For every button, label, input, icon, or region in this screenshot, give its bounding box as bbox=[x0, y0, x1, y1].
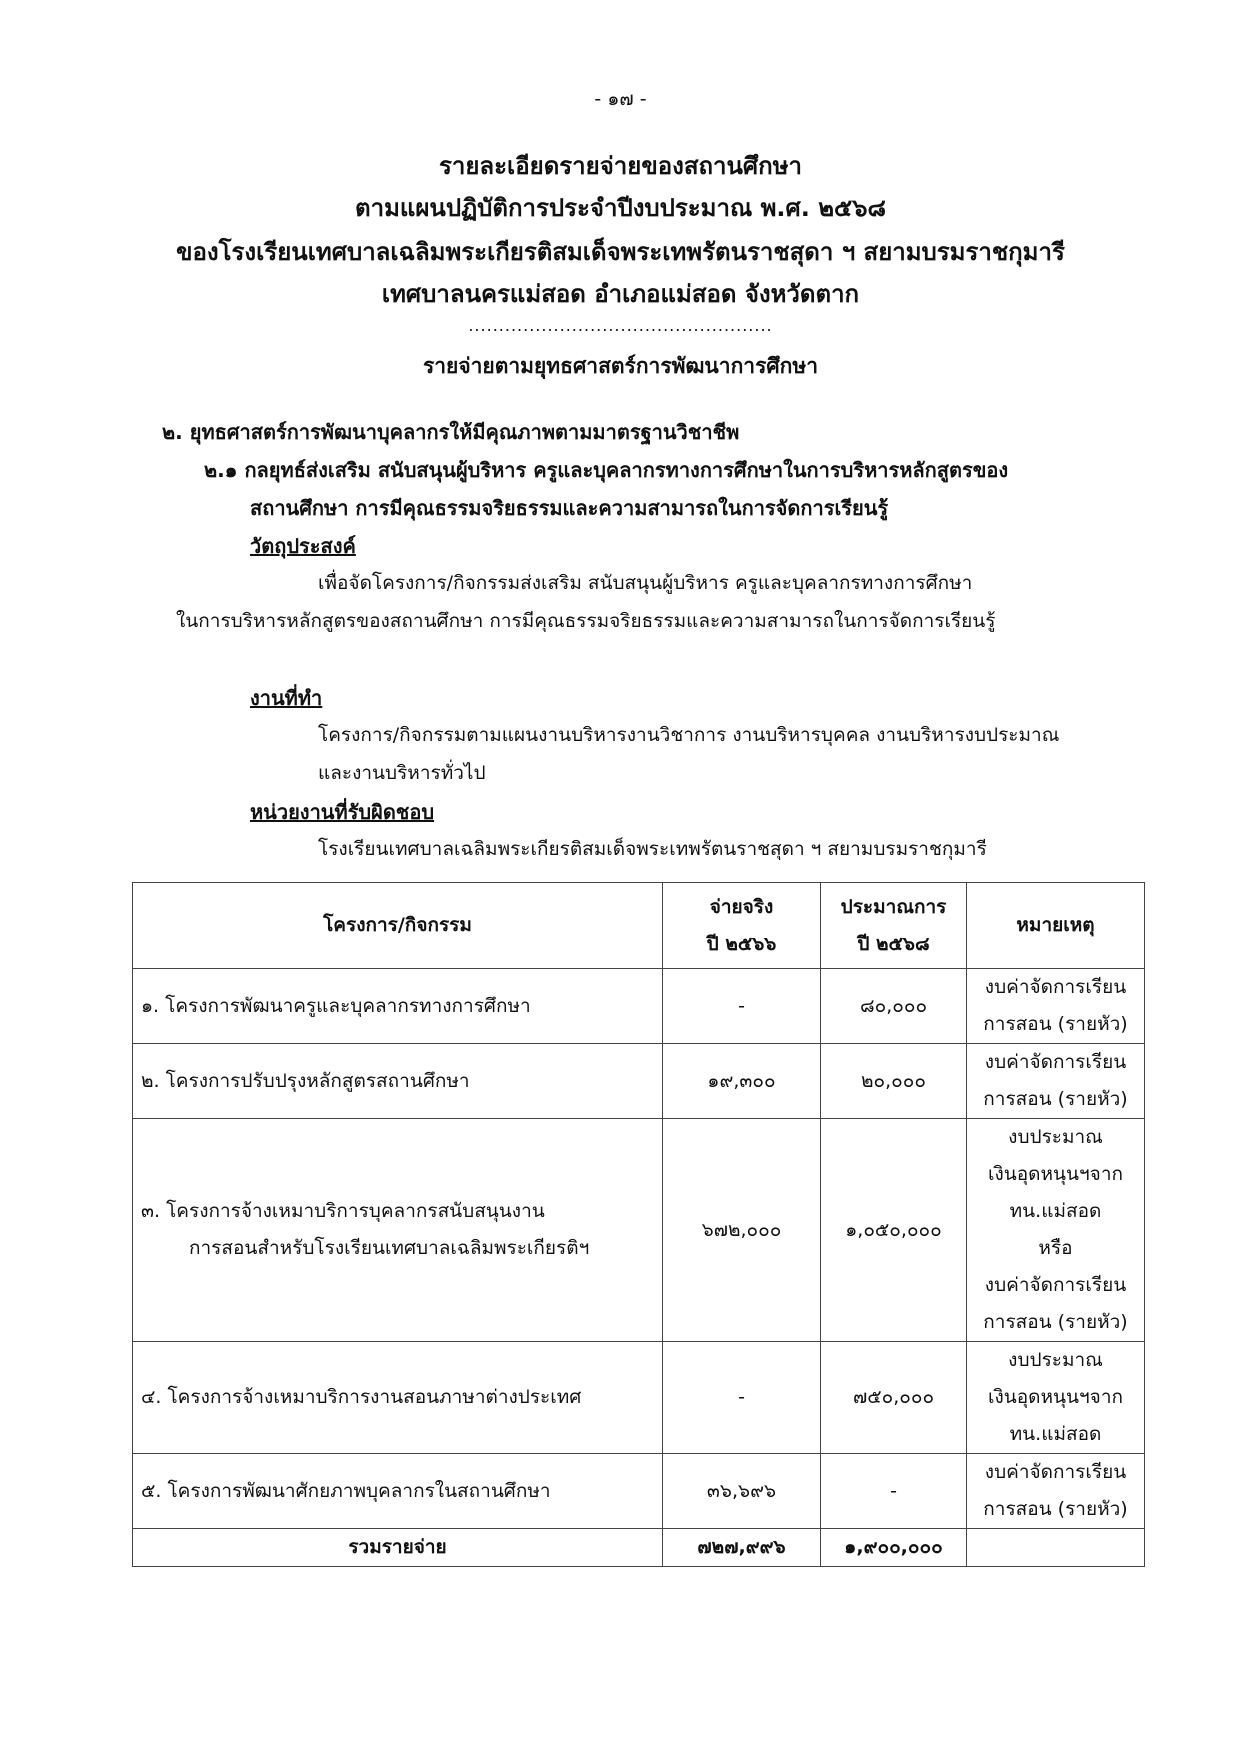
row-note-line: ทน.แม่สอด bbox=[1009, 1200, 1102, 1222]
responsible-label: หน่วยงานที่รับผิดชอบ bbox=[250, 800, 435, 824]
row-project-line: ๑. โครงการพัฒนาครูและบุคลากรทางการศึกษา bbox=[141, 994, 531, 1017]
row-project-line: ๒. โครงการปรับปรุงหลักสูตรสถานศึกษา bbox=[141, 1069, 470, 1092]
strategy-sub-line-2: สถานศึกษา การมีคุณธรรมจริยธรรมและความสามารถในการจัดการเรียนรู้ bbox=[250, 496, 889, 520]
responsible-line-1: โรงเรียนเทศบาลเฉลิมพระเกียรติสมเด็จพระเทพรัตนราชสุดา ฯ สยามบรมราชกุมารี bbox=[318, 838, 987, 860]
header-note: หมายเหตุ bbox=[967, 883, 1145, 969]
row-project-line: ๓. โครงการจ้างเหมาบริการบุคลากรสนับสนุนงาน bbox=[141, 1200, 545, 1222]
row-note-line: งบประมาณ bbox=[1008, 1126, 1103, 1148]
row-note-line: งบค่าจัดการเรียน bbox=[984, 976, 1127, 998]
row-project-line: การสอนสำหรับโรงเรียนเทศบาลเฉลิมพระเกียรติฯ bbox=[189, 1237, 590, 1259]
objective-line-1: เพื่อจัดโครงการ/กิจกรรมส่งเสริม สนับสนุนผู้บริหาร ครูและบุคลากรทางการศึกษา bbox=[318, 572, 973, 594]
header-budget-line-1: ประมาณการ bbox=[840, 895, 947, 918]
row-note bbox=[967, 969, 1145, 1044]
row-note bbox=[967, 1342, 1145, 1454]
row-note-line: งบค่าจัดการเรียน bbox=[984, 1051, 1127, 1073]
row-budget: ๑,๐๕๐,๐๐๐ bbox=[821, 1119, 967, 1342]
row-project bbox=[133, 1342, 663, 1454]
row-note-line: การสอน (รายหัว) bbox=[983, 1013, 1128, 1035]
total-note bbox=[967, 1529, 1145, 1567]
row-budget: ๒๐,๐๐๐ bbox=[821, 1044, 967, 1119]
header-budget bbox=[821, 883, 967, 969]
row-note-line: เงินอุดหนุนฯจาก bbox=[988, 1386, 1123, 1408]
table-row bbox=[133, 1342, 1145, 1454]
table-row bbox=[133, 1454, 1145, 1529]
table-row bbox=[133, 1044, 1145, 1119]
row-note bbox=[967, 1119, 1145, 1342]
table-row bbox=[133, 969, 1145, 1044]
row-budget: ๗๕๐,๐๐๐ bbox=[821, 1342, 967, 1454]
row-note-line: งบค่าจัดการเรียน bbox=[984, 1274, 1127, 1296]
row-note-line: ทน.แม่สอด bbox=[1009, 1423, 1102, 1445]
total-label: รวมรายจ่าย bbox=[133, 1529, 663, 1567]
work-label: งานที่ทำ bbox=[250, 686, 323, 710]
row-actual: - bbox=[663, 969, 821, 1044]
row-project bbox=[133, 1454, 663, 1529]
row-project bbox=[133, 1044, 663, 1119]
header-budget-line-2: ปี ๒๕๖๘ bbox=[857, 932, 930, 955]
section-subtitle: รายจ่ายตามยุทธศาสตร์การพัฒนาการศึกษา bbox=[422, 354, 819, 378]
budget-table bbox=[132, 882, 1145, 1567]
header-actual bbox=[663, 883, 821, 969]
total-actual: ๗๒๗,๙๙๖ bbox=[663, 1529, 821, 1567]
strategy-heading: ๒. ยุทธศาสตร์การพัฒนาบุคลากรให้มีคุณภาพตามมาตรฐานวิชาชีพ bbox=[162, 420, 740, 444]
row-note-line: การสอน (รายหัว) bbox=[983, 1498, 1128, 1520]
work-line-1: โครงการ/กิจกรรมตามแผนงานบริหารงานวิชาการ งานบริหารบุคคล งานบริหารงบประมาณ bbox=[318, 724, 1060, 746]
work-line-2: และงานบริหารทั่วไป bbox=[318, 762, 486, 784]
title-line-4: เทศบาลนครแม่สอด อำเภอแม่สอด จังหวัดตาก bbox=[381, 280, 860, 308]
title-line-2: ตามแผนปฏิบัติการประจำปีงบประมาณ พ.ศ. ๒๕๖๘ bbox=[355, 194, 886, 222]
row-budget: ๘๐,๐๐๐ bbox=[821, 969, 967, 1044]
row-actual: ๖๗๒,๐๐๐ bbox=[663, 1119, 821, 1342]
title-line-1: รายละเอียดรายจ่ายของสถานศึกษา bbox=[439, 152, 802, 180]
row-project bbox=[133, 1119, 663, 1342]
table-row bbox=[133, 1119, 1145, 1342]
row-project-line: ๔. โครงการจ้างเหมาบริการงานสอนภาษาต่างประเทศ bbox=[141, 1386, 582, 1408]
strategy-sub-line-1: ๒.๑ กลยุทธ์ส่งเสริม สนับสนุนผู้บริหาร ครูและบุคลากรทางการศึกษาในการบริหารหลักสูตรของ bbox=[204, 458, 1009, 482]
row-note-line: หรือ bbox=[1038, 1237, 1073, 1259]
row-note-line: การสอน (รายหัว) bbox=[983, 1311, 1128, 1333]
row-budget: - bbox=[821, 1454, 967, 1529]
title-line-3: ของโรงเรียนเทศบาลเฉลิมพระเกียรติสมเด็จพระเทพรัตนราชสุดา ฯ สยามบรมราชกุมารี bbox=[176, 238, 1065, 266]
row-project-line: ๕. โครงการพัฒนาศักยภาพบุคลากรในสถานศึกษา bbox=[141, 1479, 551, 1502]
row-note bbox=[967, 1044, 1145, 1119]
total-budget: ๑,๙๐๐,๐๐๐ bbox=[821, 1529, 967, 1567]
dotted-divider: .................................................. bbox=[468, 316, 773, 335]
row-note-line: เงินอุดหนุนฯจาก bbox=[988, 1163, 1123, 1185]
row-note-line: งบประมาณ bbox=[1008, 1349, 1103, 1371]
header-actual-line-2: ปี ๒๕๖๖ bbox=[706, 932, 777, 955]
objective-label: วัตถุประสงค์ bbox=[250, 534, 356, 558]
row-actual: ๑๙,๓๐๐ bbox=[663, 1044, 821, 1119]
row-note-line: การสอน (รายหัว) bbox=[983, 1088, 1128, 1110]
row-project bbox=[133, 969, 663, 1044]
table-header-row bbox=[133, 883, 1145, 969]
page-number: - ๑๗ - bbox=[594, 88, 647, 110]
header-actual-line-1: จ่ายจริง bbox=[709, 895, 774, 918]
header-project: โครงการ/กิจกรรม bbox=[133, 883, 663, 969]
row-note bbox=[967, 1454, 1145, 1529]
objective-line-2: ในการบริหารหลักสูตรของสถานศึกษา การมีคุณธรรมจริยธรรมและความสามารถในการจัดการเรียนรู้ bbox=[176, 610, 996, 632]
row-actual: ๓๖,๖๙๖ bbox=[663, 1454, 821, 1529]
row-actual: - bbox=[663, 1342, 821, 1454]
row-note-line: งบค่าจัดการเรียน bbox=[984, 1461, 1127, 1483]
total-row bbox=[133, 1529, 1145, 1567]
